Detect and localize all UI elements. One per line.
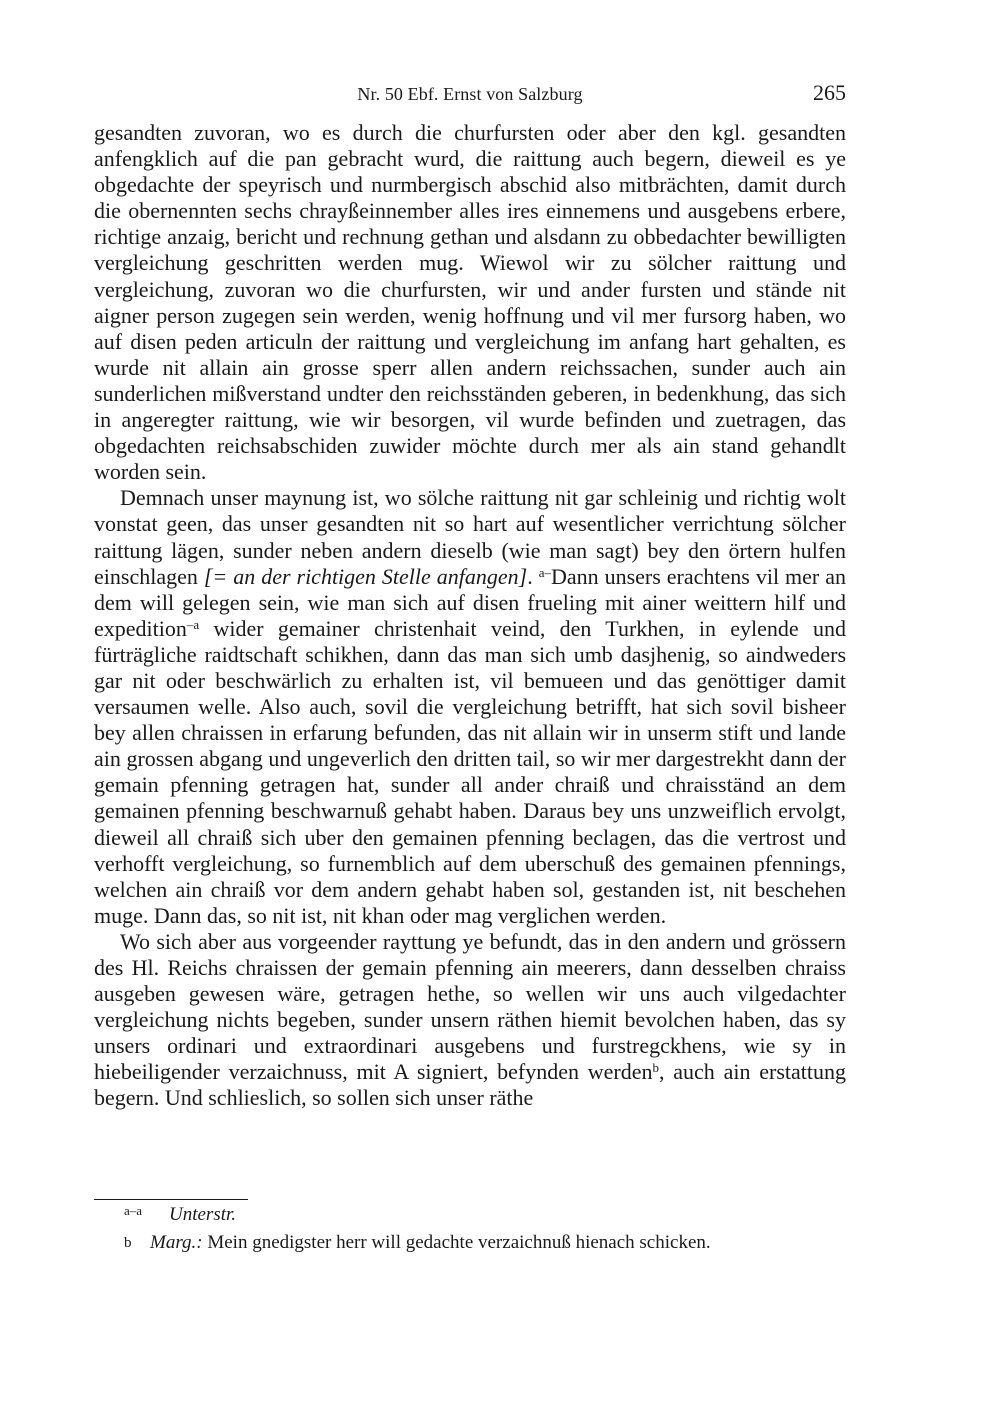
footnotes — [94, 1201, 854, 1257]
paragraph-3-text-b: , auch ain erstattung begern. Und schlieslich, so sollen sich unser räthe — [94, 1059, 846, 1111]
paragraph-2-text-c: Dann unsers erachtens vil mer an dem will gelegen sein, wie man sich auf disen frueling mit ainer weittern hilf und expedition — [94, 563, 846, 641]
footnote-b-marker: b — [124, 1235, 132, 1251]
paragraph-1: gesandten zuvoran, wo es durch die churfursten oder aber den kgl. gesandten anfengklich auf die pan gebracht wurd, die raittung auch begern, dieweil es ye obgedachte der speyrisch und nurmbergisch abschid also mitbrächten, damit durch die obernennten sechs chrayßeinnember alles ires einnemens und ausgebens erbere, richtige anzaig, bericht und rechnung gethan und alsdann zu obbedachter bewilligten vergleichung geschritten werden mug. Wiewol wir zu sölcher raittung und vergleichung, zuvoran wo die churfursten, wir und ander fursten und stände nit aigner person zugegen sein werden, wenig hoffnung und vil mer fursorg haben, wo auf disen peden articuln der raittung und vergleichung im anfang hart gehalten, es wurde nit allain ain grosse sperr allen andern reichssachen, sunder auch ain sunderlichen mißverstand undter den reichsständen geberen, in bedenkhung, das sich in angeregter raittung, wie wir besorgen, vil wurde befinden und zuetragen, das obgedachten reichsabschiden zuwider möchte durch mer als ain stand gehandlt worden sein. — [94, 120, 846, 485]
running-title: Nr. 50 Ebf. Ernst von Salzburg — [357, 84, 583, 104]
footnote-a-text: Unterstr. — [169, 1204, 237, 1225]
page-number: 265 — [813, 80, 846, 105]
footnote-b — [94, 1229, 854, 1257]
paragraph-3 — [94, 929, 846, 1112]
main-text — [94, 120, 846, 1112]
footnote-b-text: Mein gnedigster herr will gedachte verzaichnuß hienach schicken. — [202, 1232, 711, 1253]
paragraph-2-text-b: . — [527, 563, 539, 589]
footnote-mark-b: b — [652, 1060, 659, 1076]
paragraph-2-text-a: Demnach unser maynung ist, wo sölche raittung nit gar schleinig und richtig wolt vonstat geen, das unser gesandten nit so hart auf wesentlicher verrichtung sölcher raittung lägen, sunder neben andern dieselb (wie man sagt) bey den örtern hulfen einschlagen — [94, 485, 846, 589]
footnote-b-label: Marg.: — [150, 1232, 203, 1253]
paragraph-2-text-d: wider gemainer christenhait veind, den Turkhen, in eylende und fürträgliche raidtschaft schikhen, dann das man sich umb dasjhenig, so aindweders gar nit oder beschwärlich zu erhalten ist, vil bemueen und das genöttiger damit versaumen welle. Also auch, sovil die vergleichung betrifft, hat sich sovil bisheer bey allen chraissen in erfarung befunden, das nit allain wir in unserm stift und lande ain grossen abgang und ungeverlich den dritten tail, so wir mer dargestrekht dann der gemain pfenning getragen hat, sunder all ander chraiß und chraisständ an dem gemainen pfenning beschwarnuß gehabt haben. Daraus bey uns unzweiflich ervolgt, dieweil all chraiß sich uber den gemainen pfenning beclagen, das die vertrost und verhofft vergleichung, so furnemblich auf dem uberschuß des gemainen pfennings, welchen ain chraiß vor dem andern gehabt haben sol, gestanden ist, nit beschehen muge. Dann das, so nit ist, nit khan oder mag verglichen werden. — [94, 615, 846, 928]
footnote-a-marker: a–a — [124, 1203, 143, 1218]
footnote-mark-a-open: a– — [538, 564, 551, 580]
editorial-note: [= an der richtigen Stelle anfangen] — [203, 563, 528, 589]
footnote-b-body — [150, 1229, 711, 1257]
footnote-mark-a-close: –a — [186, 616, 200, 632]
running-header — [94, 80, 846, 110]
footnote-divider — [94, 1199, 248, 1200]
paragraph-2 — [94, 485, 846, 929]
footnote-a — [94, 1201, 854, 1229]
paragraph-3-text-a: Wo sich aber aus vorgeender rayttung ye befundt, das in den andern und grössern des Hl. Reichs chraissen der gemain pfenning ain meerers, dann desselben chraiss ausgeben gewesen wäre, getragen hethe, so wellen wir uns auch vilgedachter vergleichung nichts begeben, sunder unsern räthen hiemit bevolchen haben, das sy unsers ordinari und extraordinari ausgebens und furstregckhens, wie sy in hiebeiligender verzaichnuss, mit A signiert, befynden werden — [94, 928, 846, 1085]
